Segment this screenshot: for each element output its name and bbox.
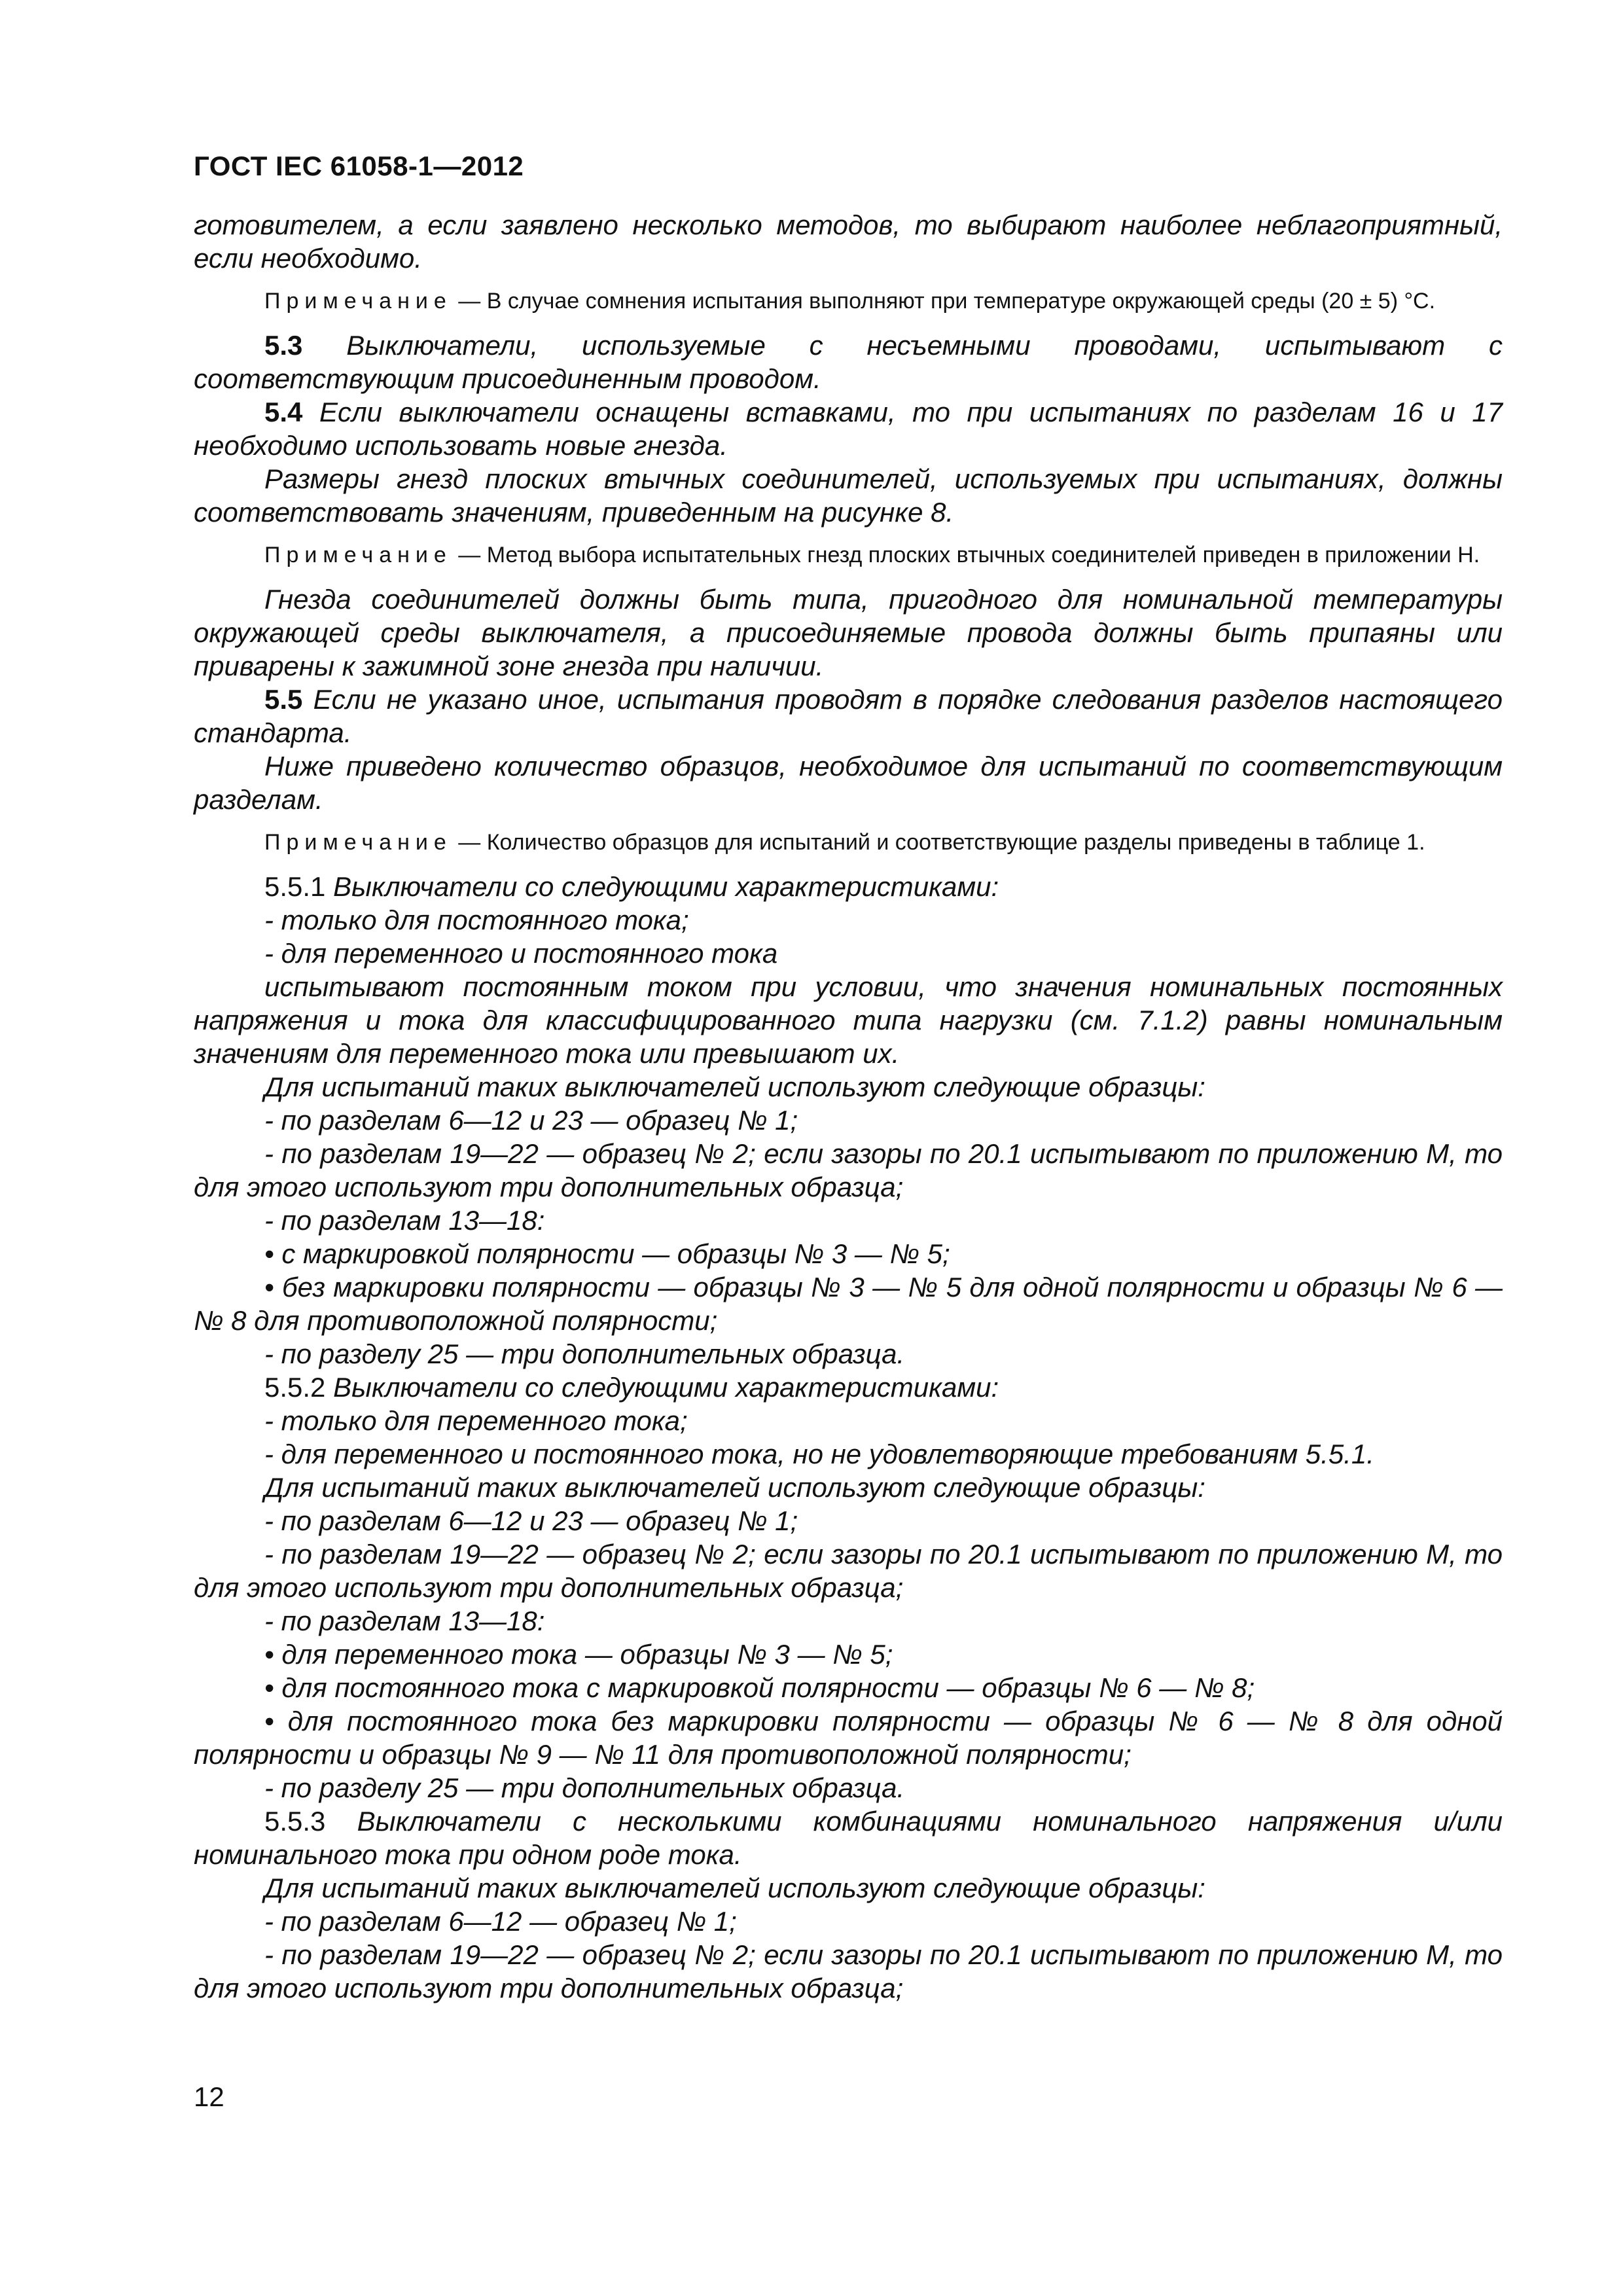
- list-item: - только для переменного тока;: [264, 1405, 688, 1436]
- list-item: - по разделам 19—22 — образец № 2; если зазоры по 20.1 испытывают по приложению М, то для этого используют три дополнительных образца;: [194, 1138, 1503, 1202]
- note-text: — Количество образцов для испытаний и соответствующие разделы приведены в таблице 1.: [452, 830, 1425, 855]
- note-label: Примечание: [264, 289, 452, 314]
- clause-text: Если не указано иное, испытания проводят в порядке следования разделов настоящего стандарта.: [194, 684, 1503, 748]
- note-text: — Метод выбора испытательных гнезд плоских втычных соединителей приведен в приложении Н.: [452, 543, 1480, 567]
- clause-5-5: [194, 683, 1503, 749]
- document-page: [194, 0, 1503, 2296]
- list-item: - по разделам 19—22 — образец № 2; если зазоры по 20.1 испытывают по приложению М, то для этого используют три дополнительных образца;: [194, 1939, 1503, 2003]
- clause-5-5-3: [194, 1804, 1503, 1871]
- note-text: — В случае сомнения испытания выполняют при температуре окружающей среды (20 ± 5) °С.: [452, 289, 1436, 314]
- paragraph-sockets: Гнезда соединителей должны быть типа, пригодного для номинальной температуры окружающей среды выключателя, а присоединяемые провода должны быть припаяны или приварены к зажимной зоне гнезда при наличии.: [194, 584, 1503, 681]
- note-2: [194, 539, 1503, 571]
- list-item: • для постоянного тока без маркировки полярности — образцы № 6 — № 8 для одной полярности и образцы № 9 — № 11 для противоположной полярности;: [194, 1706, 1503, 1770]
- clause-5-5-2: [194, 1371, 1503, 1404]
- document-body: [194, 208, 1503, 2005]
- clause-number: 5.5: [264, 684, 303, 715]
- list-item: - по разделам 6—12 и 23 — образец № 1;: [264, 1505, 798, 1536]
- list-item: - по разделам 13—18:: [264, 1205, 545, 1236]
- paragraph-samples-intro: Для испытаний таких выключателей используют следующие образцы:: [264, 1873, 1205, 1903]
- clause-5-5-1: [194, 870, 1503, 903]
- list-item: - по разделам 19—22 — образец № 2; если зазоры по 20.1 испытывают по приложению М, то для этого используют три дополнительных образца;: [194, 1539, 1503, 1603]
- list-item: - по разделу 25 — три дополнительных образца.: [264, 1772, 905, 1803]
- clause-number: 5.5.1: [264, 871, 326, 902]
- paragraph-samples-intro: Для испытаний таких выключателей используют следующие образцы:: [264, 1472, 1205, 1503]
- clause-text: Выключатели с несколькими комбинациями номинального напряжения и/или номинального тока при одном роде тока.: [194, 1806, 1503, 1870]
- clause-number: 5.4: [264, 397, 303, 427]
- list-item: - только для постоянного тока;: [264, 905, 689, 935]
- list-item: - по разделам 6—12 — образец № 1;: [264, 1906, 737, 1937]
- list-item: - по разделам 6—12 и 23 — образец № 1;: [264, 1105, 798, 1136]
- clause-text: Выключатели, используемые с несъемными проводами, испытывают с соответствующим присоединенным проводом.: [194, 330, 1503, 394]
- note-3: [194, 827, 1503, 858]
- clause-text: Выключатели со следующими характеристиками:: [325, 871, 999, 902]
- paragraph-sample-count: Ниже приведено количество образцов, необходимое для испытаний по соответствующим разделам.: [194, 751, 1503, 815]
- list-item: - по разделу 25 — три дополнительных образца.: [264, 1338, 905, 1369]
- paragraph-socket-sizes: Размеры гнезд плоских втычных соединителей, используемых при испытаниях, должны соответствовать значениям, приведенным на рисунке 8.: [194, 463, 1503, 528]
- document-header: ГОСТ IEC 61058-1—2012: [194, 151, 524, 181]
- paragraph-dc-testing: испытывают постоянным током при условии, что значения номинальных постоянных напряжения и тока для классифицированного типа нагрузки (см. 7.1.2) равны номинальным значениям для переменного тока или превышают их.: [194, 971, 1503, 1069]
- clause-number: 5.5.3: [264, 1806, 326, 1837]
- list-item: • для переменного тока — образцы № 3 — № 5;: [264, 1639, 893, 1670]
- list-item: • без маркировки полярности — образцы № 3 — № 5 для одной полярности и образцы № 6 — № 8 для противоположной полярности;: [194, 1272, 1503, 1336]
- paragraph-continuation: готовителем, а если заявлено несколько методов, то выбирают наиболее неблагоприятный, если необходимо.: [194, 209, 1503, 274]
- clause-5-3: [194, 329, 1503, 395]
- note-label: Примечание: [264, 830, 452, 855]
- clause-5-4: [194, 395, 1503, 462]
- page-number: 12: [194, 2081, 224, 2112]
- note-1: [194, 285, 1503, 317]
- clause-text: Выключатели со следующими характеристиками:: [325, 1372, 999, 1403]
- list-item: • с маркировкой полярности — образцы № 3 — № 5;: [264, 1238, 950, 1269]
- list-item: - для переменного и постоянного тока, но не удовлетворяющие требованиям 5.5.1.: [264, 1439, 1374, 1469]
- clause-number: 5.3: [264, 330, 303, 361]
- paragraph-samples-intro: Для испытаний таких выключателей используют следующие образцы:: [264, 1071, 1205, 1102]
- clause-number: 5.5.2: [264, 1372, 326, 1403]
- list-item: - по разделам 13—18:: [264, 1605, 545, 1636]
- list-item: • для постоянного тока с маркировкой полярности — образцы № 6 — № 8;: [264, 1672, 1255, 1703]
- clause-text: Если выключатели оснащены вставками, то при испытаниях по разделам 16 и 17 необходимо использовать новые гнезда.: [194, 397, 1503, 461]
- list-item: - для переменного и постоянного тока: [264, 938, 778, 969]
- note-label: Примечание: [264, 543, 452, 567]
